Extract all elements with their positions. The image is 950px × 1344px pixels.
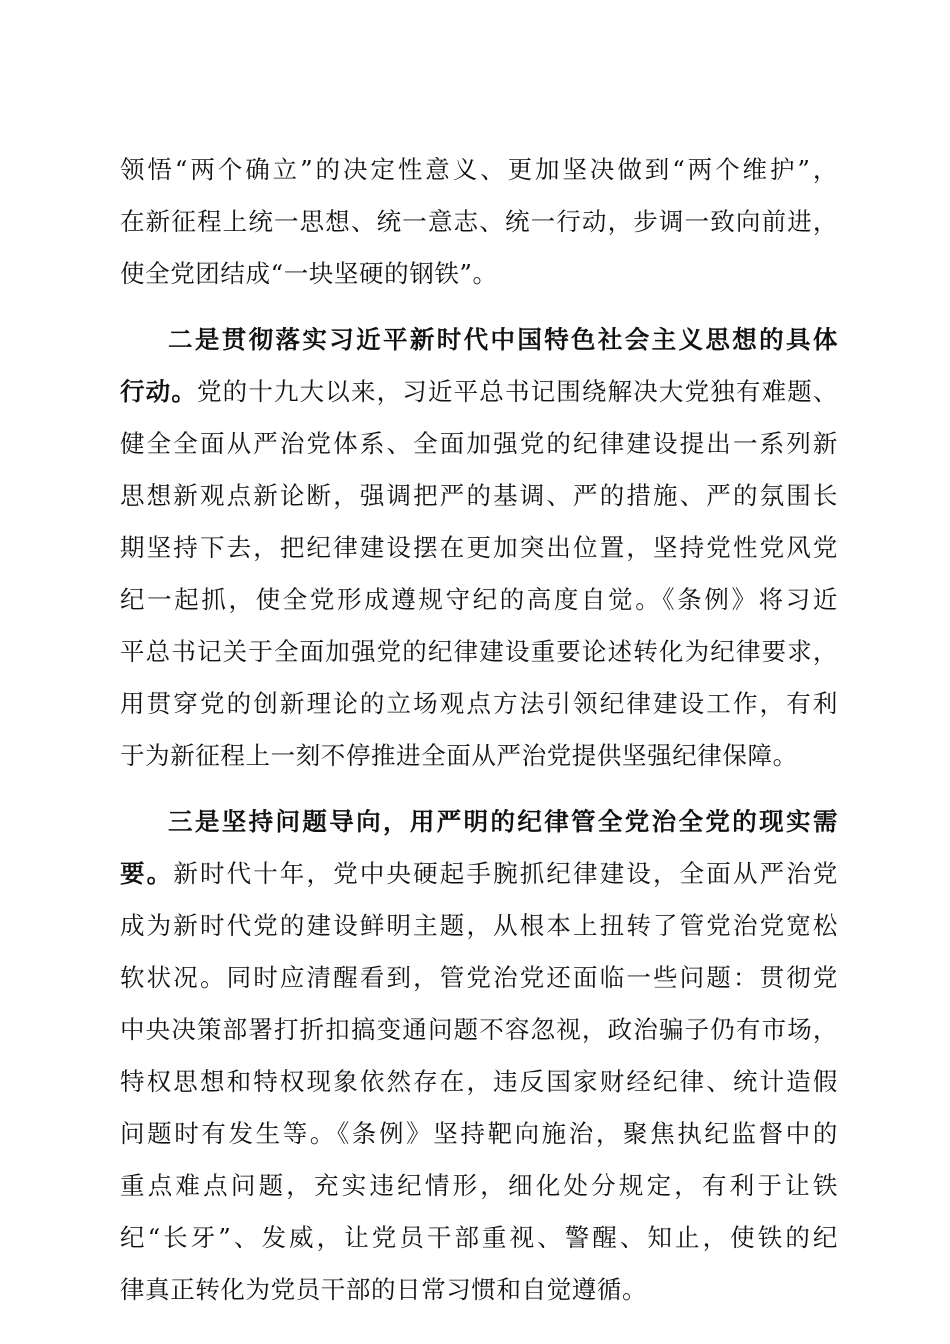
text-line: 期坚持下去，把纪律建设摆在更加突出位置，坚持党性党风党 (120, 533, 838, 562)
text-line: 律真正转化为党员干部的日常习惯和自觉遵循。 (120, 1275, 648, 1304)
text-line: 纪一起抓，使全党形成遵规守纪的高度自觉。《条例》将习近 (120, 585, 838, 614)
text-line: 领悟“两个确立”的决定性意义、更加坚决做到“两个维护”， (120, 155, 838, 184)
text-line: 重点难点问题，充实违纪情形，细化处分规定，有利于让铁 (120, 1171, 838, 1200)
text-line: 软状况。同时应清醒看到，管党治党还面临一些问题：贯彻党 (120, 963, 838, 992)
text-line: 平总书记关于全面加强党的纪律建设重要论述转化为纪律要求， (120, 637, 838, 666)
text-line: 健全全面从严治党体系、全面加强党的纪律建设提出一系列新 (120, 429, 838, 458)
document-body (120, 144, 838, 1316)
text-line: 中央决策部署打折扣搞变通问题不容忽视，政治骗子仍有市场， (120, 1015, 838, 1044)
text-line (120, 314, 838, 366)
text-line: 要。新时代十年，党中央硬起手腕抓纪律建设，全面从严治党 (120, 859, 839, 888)
paragraph-lead: 二是贯彻落实习近平新时代中国特色社会主义思想的具体 (168, 325, 838, 354)
paragraph-lead: 行动。 (120, 377, 197, 406)
text-line (120, 796, 838, 848)
text-line: 思想新观点新论断，强调把严的基调、严的措施、严的氛围长 (120, 481, 838, 510)
text-line: 行动。党的十九大以来，习近平总书记围绕解决大党独有难题、 (120, 377, 838, 406)
text-line: 特权思想和特权现象依然存在，违反国家财经纪律、统计造假 (120, 1067, 838, 1096)
paragraph-lead: 要。 (120, 859, 174, 888)
text-line: 成为新时代党的建设鲜明主题，从根本上扭转了管党治党宽松 (120, 911, 838, 940)
text-line: 使全党团结成“一块坚硬的钢铁”。 (120, 259, 498, 288)
paragraph-3 (120, 796, 838, 1316)
paragraph-2 (120, 314, 838, 782)
paragraph-lead: 三是坚持问题导向，用严明的纪律管全党治全党的现实需 (168, 807, 838, 836)
text-line: 于为新征程上一刻不停推进全面从严治党提供坚强纪律保障。 (120, 741, 798, 770)
paragraph-1 (120, 144, 838, 300)
text-line: 用贯穿党的创新理论的立场观点方法引领纪律建设工作，有利 (120, 689, 838, 718)
text-line: 问题时有发生等。《条例》坚持靶向施治，聚焦执纪监督中的 (120, 1119, 838, 1148)
text-line: 纪“长牙”、发威，让党员干部重视、警醒、知止，使铁的纪 (120, 1223, 838, 1252)
text-line: 在新征程上统一思想、统一意志、统一行动，步调一致向前进， (120, 207, 838, 236)
